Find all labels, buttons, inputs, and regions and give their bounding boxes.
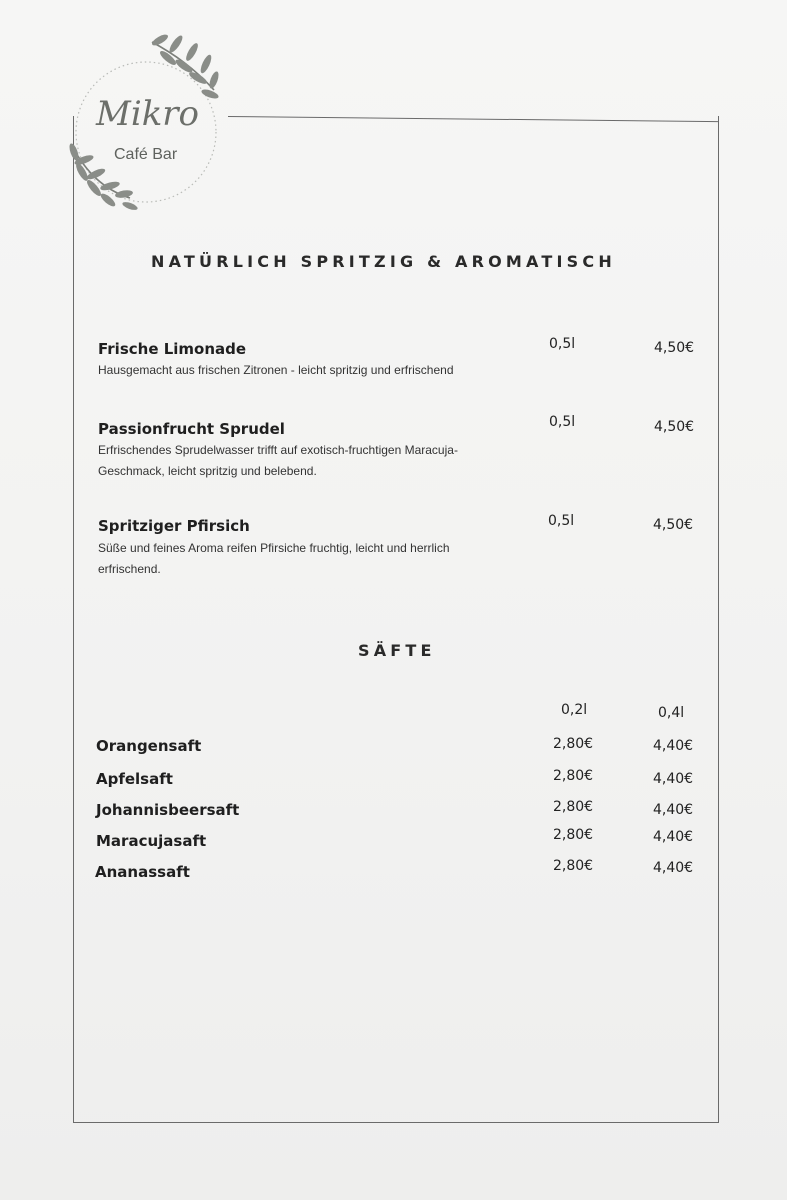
item-size: 0,5l bbox=[549, 414, 576, 430]
item-price: 4,50€ bbox=[654, 419, 695, 435]
section-title-spritzig: NATÜRLICH SPRITZIG & AROMATISCH bbox=[151, 252, 616, 271]
size-header-small: 0,2l bbox=[561, 702, 588, 718]
juice-price-large: 4,40€ bbox=[653, 771, 694, 787]
juice-price-small: 2,80€ bbox=[553, 858, 594, 874]
item-description: Hausgemacht aus frischen Zitronen - leicht spritzig und erfrischend bbox=[98, 363, 454, 377]
item-description: Süße und feines Aroma reifen Pfirsiche fruchtig, leicht und herrlich erfrischend. bbox=[98, 541, 450, 576]
item-name: Passionfrucht Sprudel bbox=[98, 420, 285, 438]
juice-price-small: 2,80€ bbox=[553, 827, 594, 843]
section-title-saefte: SÄFTE bbox=[358, 641, 436, 660]
item-price: 4,50€ bbox=[653, 517, 694, 533]
juice-price-large: 4,40€ bbox=[653, 738, 694, 754]
item-size: 0,5l bbox=[549, 336, 576, 352]
item-price: 4,50€ bbox=[654, 340, 695, 356]
item-name: Frische Limonade bbox=[98, 340, 247, 358]
juice-price-small: 2,80€ bbox=[553, 799, 594, 815]
item-size: 0,5l bbox=[548, 513, 575, 529]
size-header-large: 0,4l bbox=[658, 705, 685, 721]
juice-name: Orangensaft bbox=[96, 737, 202, 755]
juice-name: Apfelsaft bbox=[96, 770, 173, 788]
logo-subtitle: Café Bar bbox=[114, 146, 178, 163]
juice-name: Maracujasaft bbox=[96, 832, 207, 850]
juice-name: Johannisbeersaft bbox=[96, 801, 240, 819]
item-name: Spritziger Pfirsich bbox=[98, 517, 250, 535]
juice-price-small: 2,80€ bbox=[553, 768, 594, 784]
juice-name: Ananassaft bbox=[95, 863, 190, 881]
juice-price-large: 4,40€ bbox=[653, 860, 694, 876]
juice-price-large: 4,40€ bbox=[653, 829, 694, 845]
logo-title: Mikro bbox=[96, 94, 200, 134]
item-description: Erfrischendes Sprudelwasser trifft auf exotisch-fruchtigen Maracuja- Geschmack, leicht spritzig und belebend. bbox=[98, 443, 458, 478]
juice-price-small: 2,80€ bbox=[553, 736, 594, 752]
juice-price-large: 4,40€ bbox=[653, 802, 694, 818]
